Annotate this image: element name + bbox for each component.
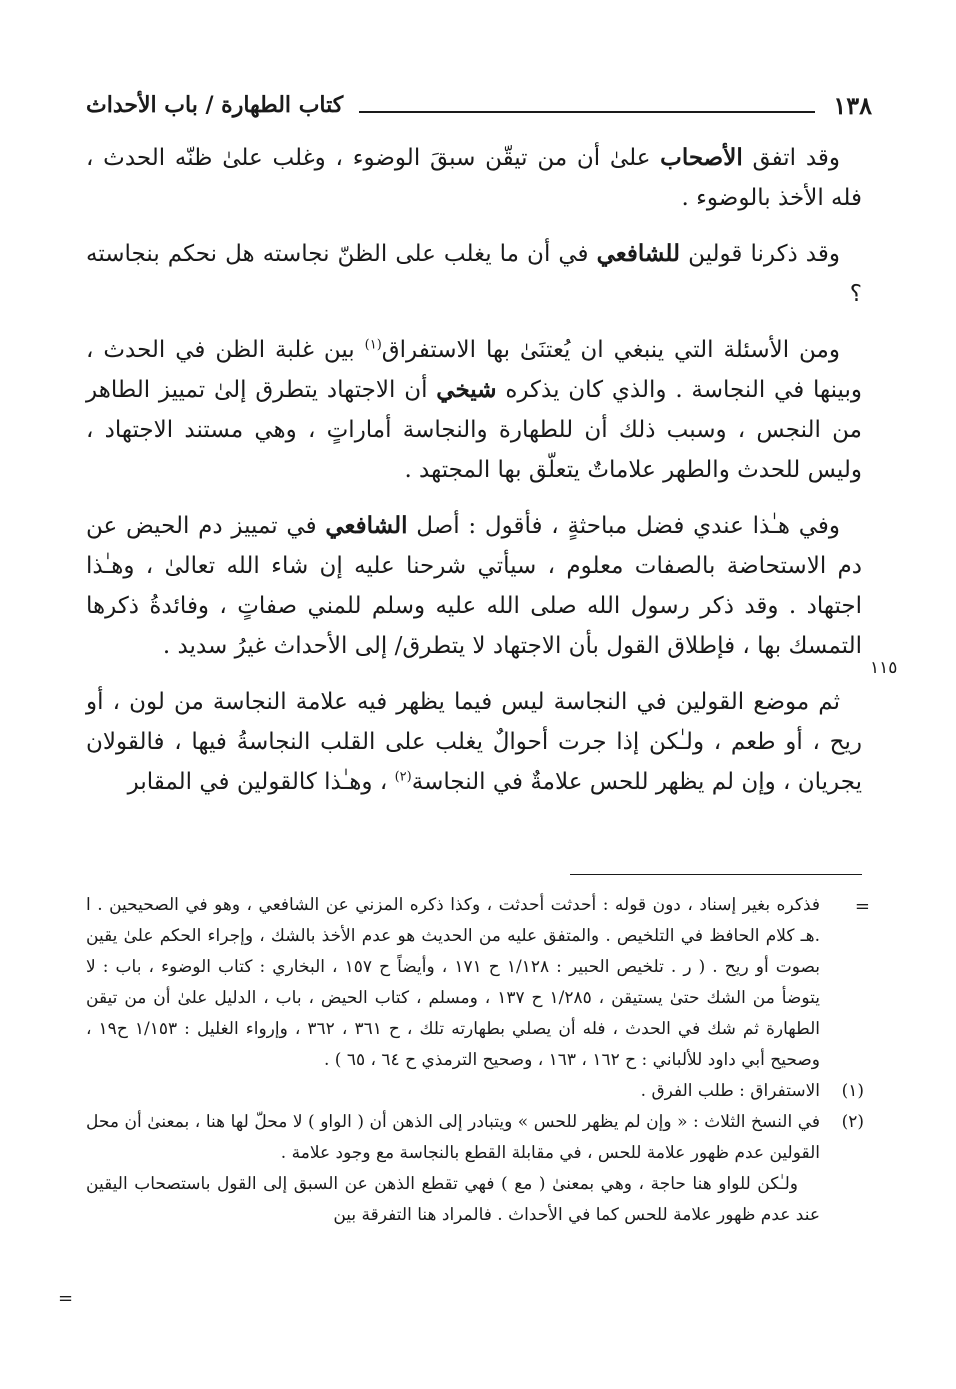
- footnote-1: (١) الاستفراق : طلب الفرق .: [86, 1076, 864, 1107]
- paragraph-3: ومن الأسئلة التي ينبغي ان يُعتنَىٰ بها الاستفراق$^{(١)}$ بين غلبة الظن في الحدث ، وبينها في النجاسة . والذي كان يذكره شيخي أن الاجتهاد يتطرق إلىٰ تمييز الطاهر من النجس ، وسبب ذلك أن للطهارة والنجاسة أماراتٍ ، وهي مستند الاجتهاد ، وليس للحدث والطهر علاماتٌ يتعلّق بها المجتهد .: [86, 337, 862, 483]
- paragraph-5: ثم موضع القولين في النجاسة ليس فيما يظهر فيه علامة النجاسة من لون ، أو ريح ، أو طعم ، ولـٰكن إذا جرت أحوالٌ يغلب على القلب النجاسةُ فيها ، فالقولان يجريان ، وإن لم يظهر للحس علامةٌ في النجاسة$^{(٢)}$ ، وهـٰذا كالقولين في المقابر: [86, 689, 862, 795]
- footnote-2: (٢) في النسخ الثلاث : « وإن لم يظهر للحس » ويتبادر إلى الذهن أن ( الواو ) لا محلّ لها هنا ، بمعنىٰ أن محل القولين عدم ظهور علامة للحس ، في مقابلة القطع بالنجاسة مع وجود علامة . ولـٰكن للواو هنا حاجة ، وهي بمعنىٰ ( مع ) فهي تقطع الذهن عن السبق إلى القول باستصحاب اليقين عند عدم ظهور علامة للحس كما في الأحداث . فالمراد هنا التفرقة بين: [86, 1107, 864, 1231]
- paragraph-4: وفي هـٰذا عندي فضل مباحثةٍ ، فأقول : أصل الشافعي في تمييز دم الحيض عن دم الاستحاضة بالصفات معلوم ، سيأتي شرحنا عليه إن شاء الله تعالىٰ ، وهـٰذا اجتهاد . وقد ذكر رسول الله صلى الله عليه وسلم للمني صفاتٍ ، وفائدةُ ذكرها التمسك بها ، فإطلاق القول بأن الاجتهاد لا يتطرق/ إلى الأحداث غيرُ سديد .: [86, 512, 862, 659]
- emphasis: شيخي: [436, 376, 497, 403]
- manuscript-folio-number: ١١٥: [870, 658, 898, 678]
- header-rule: [359, 111, 815, 113]
- paragraph-1: وقد اتفق الأصحاب علىٰ أن من تيقّن سبقَ الوضوء ، وغلب علىٰ ظنّه الحدث ، فله الأخذ بالوضوء .: [86, 144, 862, 211]
- footnote-ref-1[interactable]: (١): [364, 337, 382, 353]
- emphasis: الشافعي: [325, 512, 408, 539]
- emphasis: للشافعي: [596, 240, 681, 267]
- footnote-continued: فذكره بغير إسناد ، دون قوله : أحدثت أحدثت ، وكذا ذكره المزني عن الشافعي ، وهو في الصحيحين . ا .هـ كلام الحافظ في التلخيص . والمتفق عليه من الحديث هو عدم الأخذ بالشك ، وإجراء الحكم علىٰ يقين بصوت أو ريح . ( ر . تلخيص الحبير : ١/١٢٨ ح ١٧١ ، وأيضاً ح ١٥٧ ، البخاري : كتاب الوضوء ، باب : لا يتوضأ من الشك حتىٰ يستيقن ، ١/٢٨٥ ح ١٣٧ ، ومسلم ، كتاب الحيض ، باب ، الدليل علىٰ أن من تيقن الطهارة ثم شك في الحدث ، فله أن يصلي بطهارته تلك ، ح ٣٦١ ، ٣٦٢ ، وإرواء الغليل : ١/١٥٣ ح١٩ ، وصحيح أبي داود للألباني : ح ١٦٢ ، ١٦٣ ، وصحيح الترمذي ح ٦٤ ، ٦٥ ) .: [86, 895, 821, 1070]
- page-header: [86, 84, 872, 126]
- emphasis: الأصحاب: [660, 144, 743, 171]
- continuation-mark: =: [854, 896, 870, 917]
- footnote-ref-2[interactable]: (٢): [394, 769, 412, 785]
- running-title: كتاب الطهارة / باب الأحداث: [86, 92, 344, 118]
- paragraph-2: وقد ذكرنا قولين للشافعي في أن ما يغلب على الظنّ نجاسته هل نحكم بنجاسته ؟: [86, 240, 862, 307]
- page-number: ١٣٨: [833, 90, 872, 120]
- continuation-mark-end: =: [58, 1288, 74, 1309]
- main-text: [86, 138, 862, 818]
- footnotes: [86, 890, 864, 1231]
- footnote-separator: [570, 874, 862, 875]
- footnote-number: (١): [841, 1081, 864, 1101]
- footnote-number: (٢): [841, 1112, 864, 1132]
